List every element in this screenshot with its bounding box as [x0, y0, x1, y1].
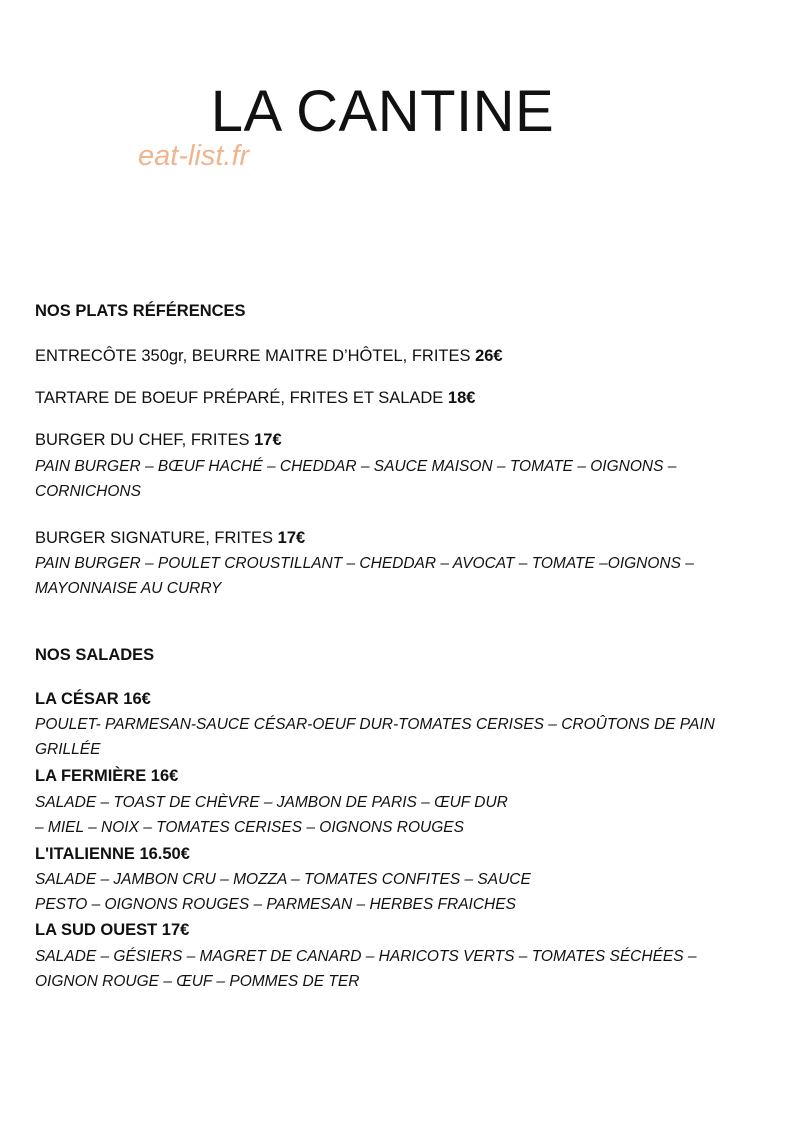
dish-desc: MAYONNAISE AU CURRY [35, 580, 222, 597]
dish-burger-signature: BURGER SIGNATURE, FRITES 17€ [35, 529, 306, 547]
dish-burger-chef: BURGER DU CHEF, FRITES 17€ [35, 431, 282, 449]
salad-desc: OIGNON ROUGE – ŒUF – POMMES DE TER [35, 973, 360, 990]
dish-tartare: TARTARE DE BOEUF PRÉPARÉ, FRITES ET SALADE 18€ [35, 389, 476, 407]
salad-desc: GRILLÉE [35, 741, 101, 758]
salad-sud-ouest: LA SUD OUEST 17€ [35, 921, 190, 939]
page-title: LA CANTINE [210, 79, 555, 144]
section-heading-plats: NOS PLATS RÉFÉRENCES [35, 302, 246, 320]
watermark: eat-list.fr [138, 140, 250, 172]
dish-desc: PAIN BURGER – BŒUF HACHÉ – CHEDDAR – SAUCE MAISON – TOMATE – OIGNONS – [35, 458, 677, 475]
salad-desc: SALADE – JAMBON CRU – MOZZA – TOMATES CONFITES – SAUCE [35, 871, 531, 888]
salad-desc: – MIEL – NOIX – TOMATES CERISES – OIGNONS ROUGES [35, 819, 464, 836]
dish-desc: PAIN BURGER – POULET CROUSTILLANT – CHEDDAR – AVOCAT – TOMATE –OIGNONS – [35, 555, 694, 572]
salad-cesar: LA CÉSAR 16€ [35, 690, 151, 708]
salad-desc: SALADE – TOAST DE CHÈVRE – JAMBON DE PARIS – ŒUF DUR [35, 794, 508, 811]
salad-fermiere: LA FERMIÈRE 16€ [35, 767, 179, 785]
salad-italienne: L'ITALIENNE 16.50€ [35, 845, 190, 863]
dish-desc: CORNICHONS [35, 483, 141, 500]
salad-desc: PESTO – OIGNONS ROUGES – PARMESAN – HERBES FRAICHES [35, 896, 516, 913]
section-heading-salades: NOS SALADES [35, 646, 155, 664]
dish-entrecote: ENTRECÔTE 350gr, BEURRE MAITRE D’HÔTEL, FRITES 26€ [35, 347, 503, 365]
salad-desc: POULET- PARMESAN-SAUCE CÉSAR-OEUF DUR-TOMATES CERISES – CROÛTONS DE PAIN [35, 716, 715, 733]
salad-desc: SALADE – GÉSIERS – MAGRET DE CANARD – HARICOTS VERTS – TOMATES SÉCHÉES – [35, 948, 697, 965]
